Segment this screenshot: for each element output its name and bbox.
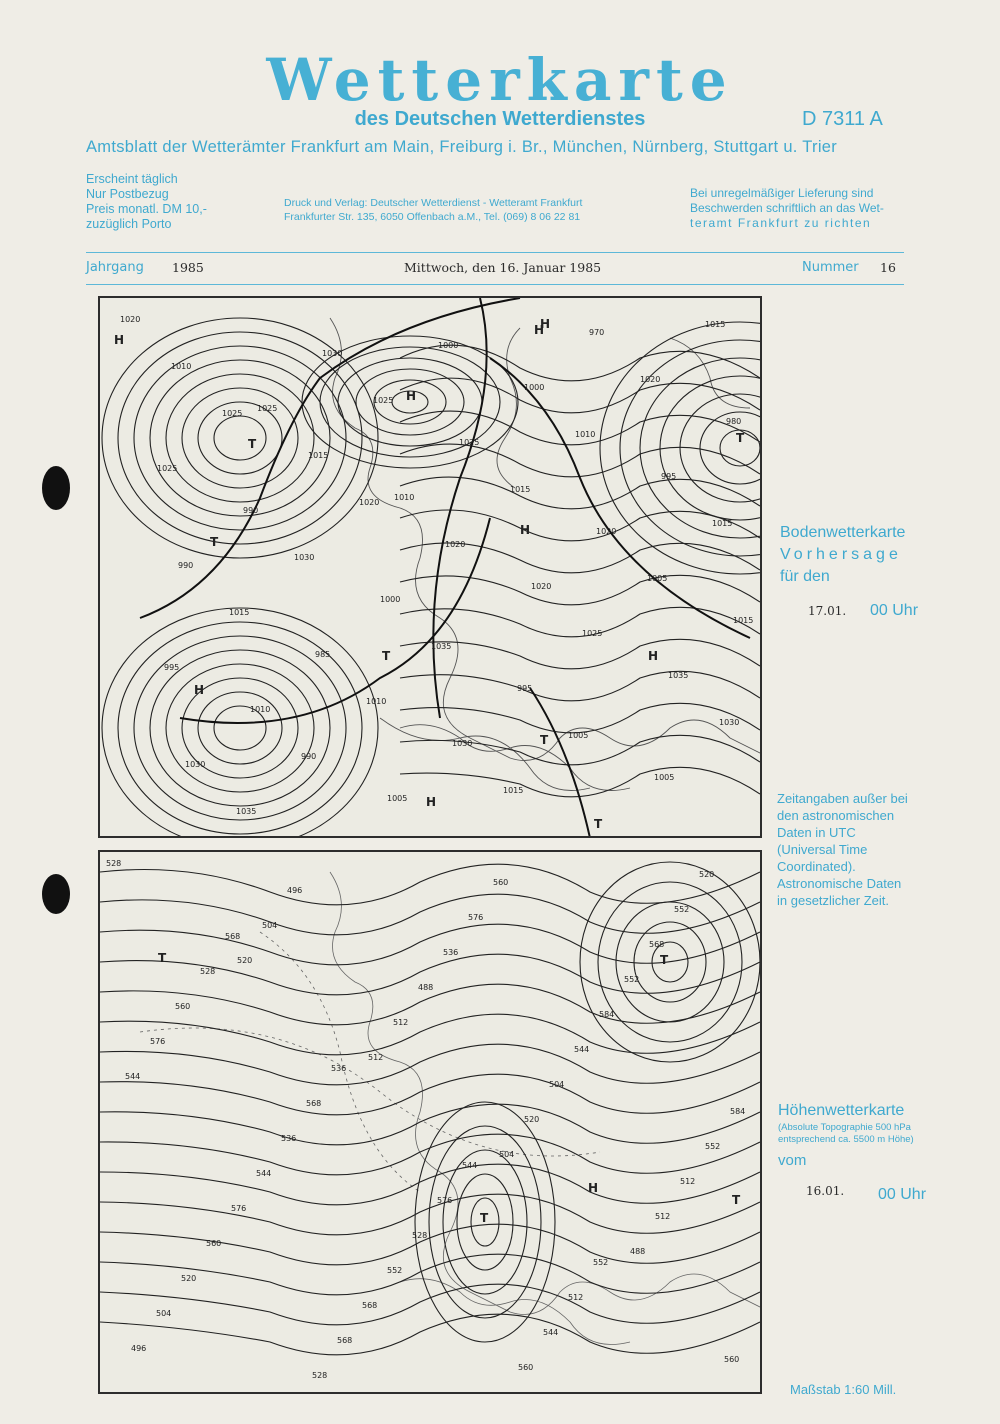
utc-note-line: (Universal Time (777, 842, 868, 857)
isobar-label: 1000 (380, 595, 401, 604)
height-label: 552 (593, 1258, 609, 1267)
punch-hole-bottom (42, 874, 70, 914)
isobar-label: 1020 (359, 498, 380, 507)
isobar-label: 980 (726, 417, 742, 426)
info-line: Preis monatl. DM 10,- (86, 202, 207, 216)
height-label: 576 (468, 913, 484, 922)
pressure-center-symbol: H (520, 523, 531, 537)
pressure-center-symbol: T (594, 817, 603, 831)
height-label: 552 (674, 905, 690, 914)
isobar-label: 1010 (394, 493, 415, 502)
height-label: 560 (175, 1002, 191, 1011)
height-contour (100, 1254, 760, 1295)
isobar (182, 388, 298, 488)
isobar-label: 1030 (719, 718, 740, 727)
nummer-value: 16 (880, 260, 896, 275)
isobar (214, 416, 266, 460)
surface-title-line1: Bodenwetterkarte (780, 524, 906, 541)
isobar-label: 1010 (171, 362, 192, 371)
isobar-label: 1005 (647, 574, 668, 583)
height-label: 552 (624, 975, 640, 984)
isobar-label: 1010 (250, 705, 271, 714)
complaint-info (690, 186, 884, 231)
upper-map-date: 16.01. (806, 1184, 845, 1198)
isobar-label: 1010 (575, 430, 596, 439)
isobar (400, 639, 760, 669)
isobar (198, 692, 282, 764)
height-label: 528 (412, 1231, 428, 1240)
surface-map-time: 00 Uhr (870, 602, 919, 619)
isobar-label: 1035 (236, 807, 257, 816)
height-label: 544 (574, 1045, 590, 1054)
isobar-label: 970 (589, 328, 605, 337)
info-line: Frankfurter Str. 135, 6050 Offenbach a.M., Tel. (069) 8 06 22 81 (284, 211, 581, 223)
isobar-label: 1020 (596, 527, 617, 536)
isobar-label: 1015 (733, 616, 754, 625)
height-label: 568 (362, 1301, 378, 1310)
isobar (150, 650, 330, 806)
height-label: 536 (281, 1134, 297, 1143)
isobar-label: 990 (178, 561, 194, 570)
height-center-symbol: T (732, 1193, 741, 1207)
isobar-label: 1015 (712, 519, 733, 528)
isobar-label: 1025 (257, 404, 278, 413)
isobar (166, 664, 317, 792)
isobar-label: 1015 (503, 786, 524, 795)
isobar-label: 990 (301, 752, 317, 761)
upper-map-drawing (100, 852, 760, 1392)
isobar-label: 1030 (322, 349, 343, 358)
height-label: 520 (237, 956, 253, 965)
isobar-label: 1020 (120, 315, 141, 324)
utc-note (777, 790, 908, 909)
isobar (660, 376, 760, 520)
height-label: 568 (649, 940, 665, 949)
height-label: 544 (125, 1072, 141, 1081)
height-label: 512 (393, 1018, 409, 1027)
isobar-label: 1005 (387, 794, 408, 803)
height-label: 512 (655, 1212, 671, 1221)
isobar (400, 575, 760, 605)
isobar (118, 332, 362, 544)
rule-bottom (86, 284, 904, 285)
height-contour (100, 864, 760, 905)
masthead-subtitle: des Deutschen Wetterdienstes (354, 108, 646, 130)
issue-date: Mittwoch, den 16. Januar 1985 (404, 260, 602, 275)
info-line: Erscheint täglich (86, 172, 178, 186)
isobar-label: 995 (661, 472, 677, 481)
isobar (400, 767, 760, 797)
upper-air-map (98, 850, 762, 1394)
utc-note-line: Zeitangaben außer bei (777, 791, 908, 806)
height-label: 544 (256, 1169, 272, 1178)
jahrgang-label: Jahrgang (86, 260, 144, 275)
utc-note-line: den astronomischen (777, 808, 895, 823)
height-label: 488 (418, 983, 434, 992)
pressure-center-symbol: H (194, 683, 205, 697)
isobar-label: 995 (164, 663, 180, 672)
height-label: 512 (680, 1177, 696, 1186)
utc-note-line: Daten in UTC (777, 825, 856, 840)
punch-hole-top (42, 466, 70, 510)
height-label: 560 (724, 1355, 740, 1364)
nummer-label: Nummer (802, 260, 859, 275)
pressure-center-symbol: H (534, 323, 545, 337)
isobar-label: 990 (243, 506, 259, 515)
pressure-center-symbol: H (114, 333, 125, 347)
isobar-label: 1015 (308, 451, 329, 460)
height-label: 520 (181, 1274, 197, 1283)
upper-map-time: 00 Uhr (878, 1186, 927, 1203)
height-label: 568 (337, 1336, 353, 1345)
upper-map-sub-line: (Absolute Topographie 500 hPa (778, 1122, 911, 1133)
height-center-symbol: T (158, 951, 167, 965)
height-center-symbol: T (660, 953, 669, 967)
isobar-label: 1025 (157, 464, 178, 473)
height-label: 504 (156, 1309, 172, 1318)
height-label: 576 (231, 1204, 247, 1213)
surface-weather-map (98, 296, 762, 838)
amtsblatt-line: Amtsblatt der Wetterämter Frankfurt am Main, Freiburg i. Br., München, Nürnberg, Stuttgart u. Trier (86, 138, 838, 156)
height-label: 544 (462, 1161, 478, 1170)
pressure-center-symbol: T (540, 733, 549, 747)
isobar-label: 1020 (640, 375, 661, 384)
rule-top (86, 252, 904, 253)
isobar-label: 1015 (229, 608, 250, 617)
height-contour (100, 1044, 760, 1085)
info-line: Nur Postbezug (86, 187, 169, 201)
height-label: 560 (493, 878, 509, 887)
pressure-center-symbol: H (540, 317, 551, 331)
height-label: 536 (331, 1064, 347, 1073)
isobar (400, 510, 760, 541)
info-line: zuzüglich Porto (86, 217, 172, 231)
height-label: 504 (262, 921, 278, 930)
isobar-label: 1000 (438, 341, 459, 350)
surface-map-title (780, 522, 905, 588)
height-label: 496 (287, 886, 303, 895)
subscription-info (86, 172, 207, 232)
utc-note-line: Astronomische Daten (777, 876, 902, 891)
surface-map-date: 17.01. (808, 604, 847, 618)
isobar-label: 1025 (373, 396, 394, 405)
height-label: 520 (699, 870, 715, 879)
pressure-center-symbol: H (648, 649, 659, 663)
height-label: 568 (225, 932, 241, 941)
info-line: Bei unregelmäßiger Lieferung sind (690, 186, 874, 200)
upper-map-sub-line: entsprechend ca. 5500 m Höhe) (778, 1134, 914, 1145)
isobar-label: 1035 (668, 671, 689, 680)
pressure-center-symbol: T (210, 535, 219, 549)
height-label: 576 (437, 1196, 453, 1205)
isobar-label: 1010 (366, 697, 387, 706)
isobar-label: 1005 (568, 731, 589, 740)
info-line: Beschwerden schriftlich an das Wet- (690, 201, 884, 215)
isobar-label: 1015 (705, 320, 726, 329)
pressure-center-symbol: T (736, 431, 745, 445)
isobar-label: 1025 (222, 409, 243, 418)
surface-title-line3: für den (780, 568, 830, 585)
utc-note-line: Coordinated). (777, 859, 856, 874)
isobar-label: 1020 (445, 540, 466, 549)
height-label: 496 (131, 1344, 147, 1353)
publication-code: D 7311 A (802, 108, 883, 130)
height-label: 584 (599, 1010, 615, 1019)
info-line: Druck und Verlag: Deutscher Wetterdienst - Wetteramt Frankfurt (284, 197, 583, 209)
upper-map-subtitle (778, 1122, 914, 1146)
map-scale: Maßstab 1:60 Mill. (790, 1382, 897, 1397)
height-label: 504 (549, 1080, 565, 1089)
surface-map-drawing (100, 298, 760, 836)
height-label: 552 (705, 1142, 721, 1151)
isobar (400, 671, 760, 701)
height-label: 560 (518, 1363, 534, 1372)
utc-note-line: in gesetzlicher Zeit. (777, 893, 889, 908)
height-label: 584 (730, 1107, 746, 1116)
height-label: 552 (387, 1266, 403, 1275)
isobar-label: 1030 (185, 760, 206, 769)
height-contour (100, 1014, 760, 1055)
isobar (150, 360, 330, 516)
height-center-symbol: T (480, 1211, 489, 1225)
isobar-label: 1030 (452, 739, 473, 748)
isobar-label: 1000 (524, 383, 545, 392)
height-label: 528 (106, 859, 122, 868)
pressure-center-symbol: H (426, 795, 437, 809)
pressure-center-symbol: T (248, 437, 257, 451)
isobar-label: 1020 (531, 582, 552, 591)
isobar-label: 1025 (459, 438, 480, 447)
height-contour (100, 1134, 760, 1175)
height-label: 488 (630, 1247, 646, 1256)
jahrgang-value: 1985 (172, 260, 204, 275)
isobar-label: 1030 (294, 553, 315, 562)
height-label: 512 (368, 1053, 384, 1062)
height-label: 520 (524, 1115, 540, 1124)
height-contour (100, 1104, 760, 1145)
height-label: 528 (312, 1371, 328, 1380)
height-center-symbol: H (588, 1181, 599, 1195)
height-label: 512 (568, 1293, 584, 1302)
isobar-label: 1035 (431, 642, 452, 651)
height-contour (100, 1314, 760, 1355)
isobar (400, 444, 760, 477)
upper-map-title: Höhenwetterkarte (778, 1102, 905, 1119)
height-label: 544 (543, 1328, 559, 1337)
surface-title-line2: Vorhersage (780, 546, 902, 563)
height-label: 504 (499, 1150, 515, 1159)
height-label: 576 (150, 1037, 166, 1046)
isobar (166, 374, 314, 502)
info-line: teramt Frankfurt zu richten (690, 216, 872, 230)
isobar-label: 1015 (510, 485, 531, 494)
upper-map-vom: vom (778, 1152, 807, 1169)
isobar-label: 1025 (582, 629, 603, 638)
height-contour (100, 1074, 760, 1115)
height-label: 560 (206, 1239, 222, 1248)
height-contour (100, 894, 760, 935)
isobar-label: 985 (315, 650, 331, 659)
publisher-info (284, 196, 582, 224)
height-label: 528 (200, 967, 216, 976)
height-label: 568 (306, 1099, 322, 1108)
pressure-center-symbol: T (382, 649, 391, 663)
isobar-label: 1005 (654, 773, 675, 782)
issue-line (86, 260, 904, 282)
masthead-title: Wetterkarte (266, 46, 734, 114)
pressure-center-symbol: H (406, 389, 417, 403)
height-label: 536 (443, 948, 459, 957)
isobar-label: 995 (517, 684, 533, 693)
